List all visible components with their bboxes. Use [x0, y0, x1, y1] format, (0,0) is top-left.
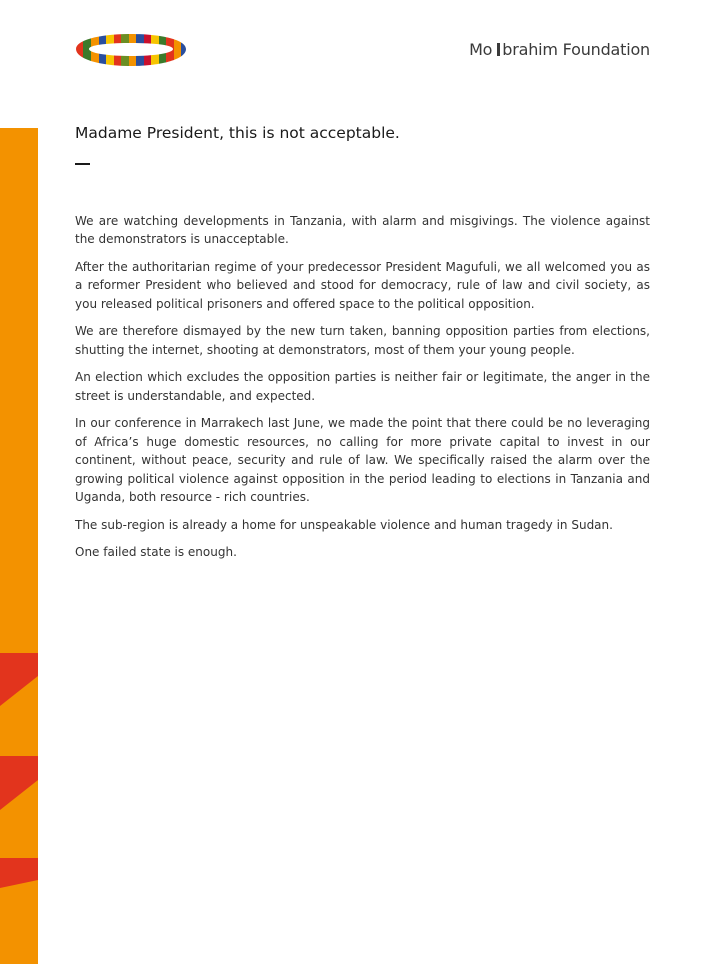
letter-paragraph: After the authoritarian regime of your predecessor President Magufuli, we all welcomed you as a reformer President who believed and stood for democracy, rule of law and civil society, as you released political prisoners and offered space to the political opposition.: [75, 260, 650, 311]
letter-body: [75, 212, 650, 571]
letter-paragraph: One failed state is enough.: [75, 545, 237, 560]
letter-paragraph: We are watching developments in Tanzania, with alarm and misgivings. The violence against the demonstrators is unacceptable.: [75, 214, 650, 247]
decorative-side-band: [0, 128, 38, 964]
letter-title: Madame President, this is not acceptable.: [75, 124, 400, 142]
foundation-name-prefix: Mo: [469, 40, 493, 59]
letter-paragraph: The sub-region is already a home for unspeakable violence and human tragedy in Sudan.: [75, 517, 613, 532]
title-divider: [75, 163, 90, 165]
letter-paragraph: We are therefore dismayed by the new turn taken, banning opposition parties from elections, shutting the internet, shooting at demonstrators, most of them your young people.: [75, 324, 650, 357]
ibrahim-i-bar: [497, 43, 500, 56]
letter-paragraph: An election which excludes the opposition parties is neither fair or legitimate, the anger in the street is understandable, and expected.: [75, 370, 650, 403]
letter-paragraph: In our conference in Marrakech last June, we made the point that there could be no leveraging of Africa’s huge domestic resources, no calling for more private capital to invest in our continent, without peace, security and rule of law. We specifically raised the alarm over the growing political violence against opposition in the period leading to elections in Tanzania and Uganda, both resource - rich countries.: [75, 416, 650, 505]
foundation-name: [469, 40, 650, 59]
foundation-name-suffix: brahim Foundation: [502, 40, 650, 59]
foundation-ring-logo-icon: [74, 32, 188, 68]
